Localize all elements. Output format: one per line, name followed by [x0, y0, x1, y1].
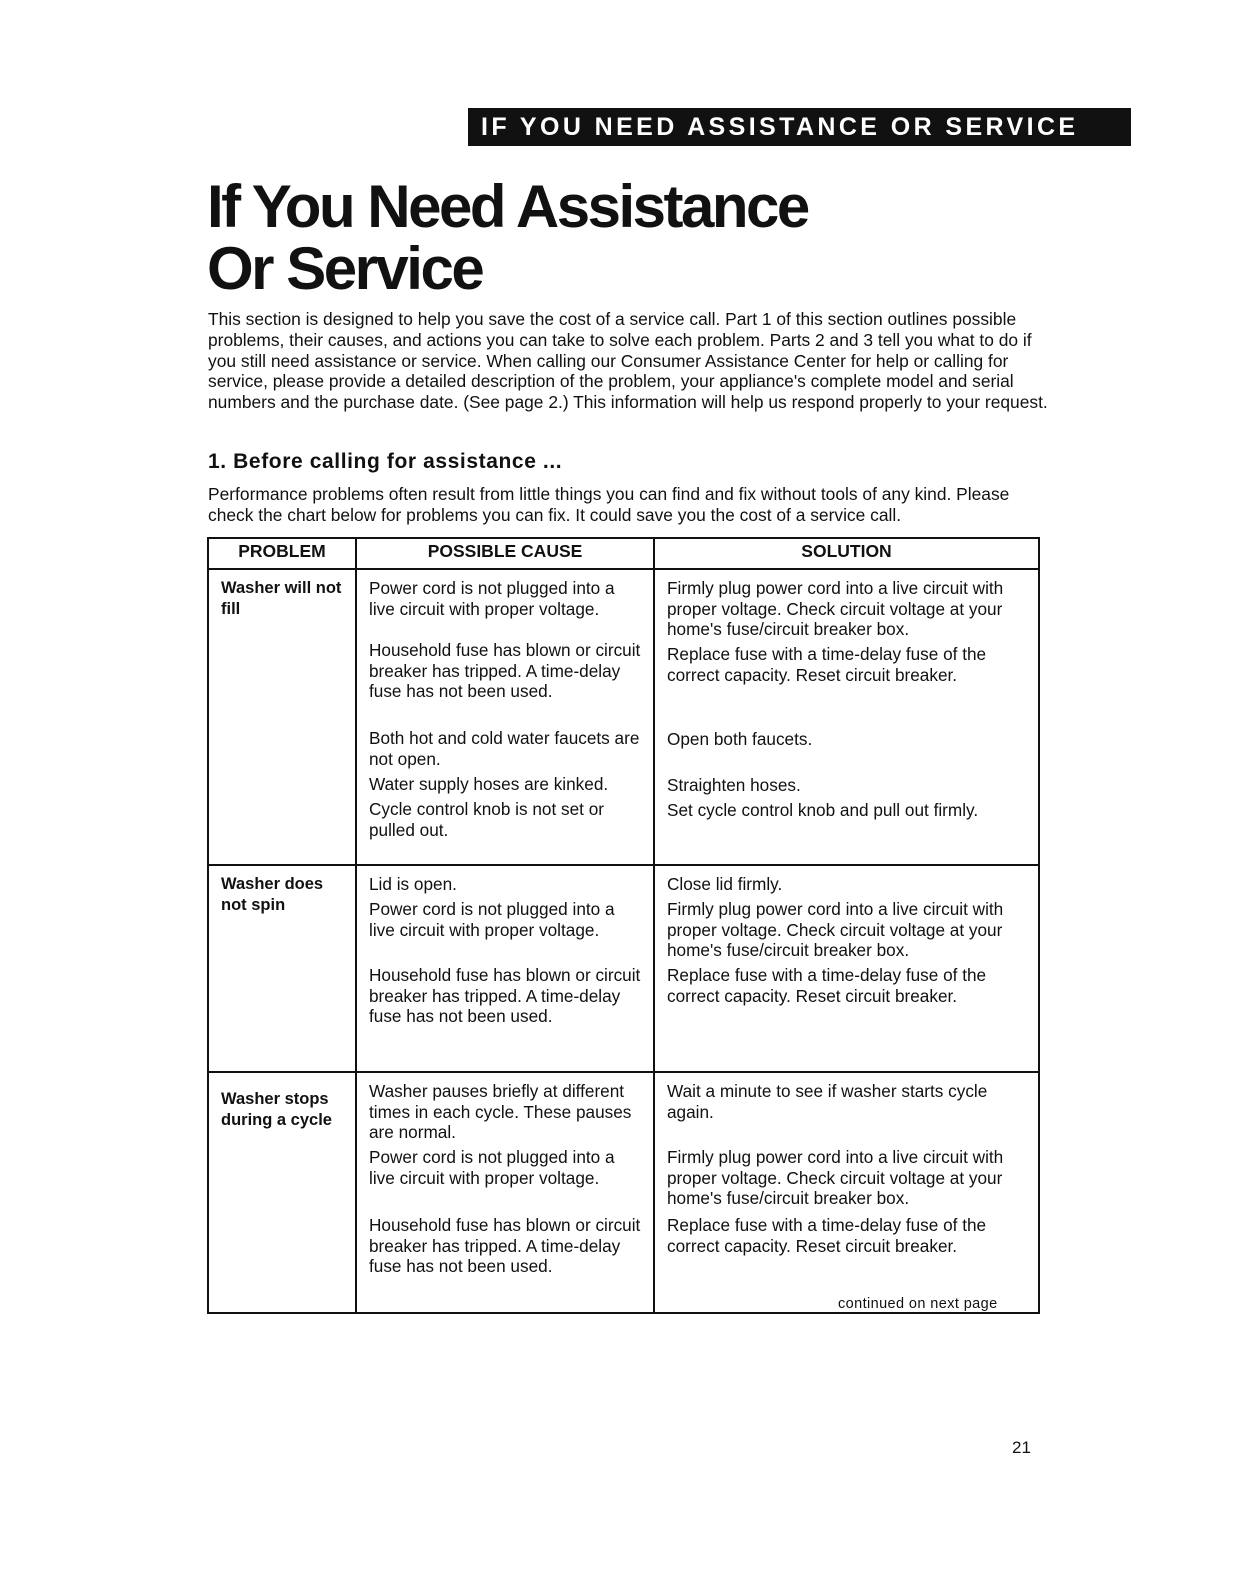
cause-cell	[356, 865, 654, 1072]
solution-cell	[654, 569, 1039, 865]
cause-cell	[356, 569, 654, 865]
section-heading: 1. Before calling for assistance ...	[208, 450, 563, 473]
page-title	[207, 173, 808, 302]
solution-cell	[654, 865, 1039, 1072]
problem-name: Washer stops during a cycle	[221, 1090, 332, 1129]
cause-item: Household fuse has blown or circuit breaker has tripped. A time-delay fuse has not been used.	[369, 640, 641, 702]
cause-item: Water supply hoses are kinked.	[369, 774, 609, 794]
section-intro-paragraph: Performance problems often result from little things you can find and fix without tools of any kind. Please check the chart below for problems you can fix. It could save you the cost of a service call.	[208, 484, 1010, 525]
cause-item: Power cord is not plugged into a live circuit with proper voltage.	[369, 578, 615, 619]
header-problem: PROBLEM	[208, 538, 356, 569]
cause-item: Power cord is not plugged into a live circuit with proper voltage.	[369, 1147, 615, 1188]
table-header-row	[208, 538, 1039, 569]
solution-item: Firmly plug power cord into a live circuit with proper voltage. Check circuit voltage at your home's fuse/circuit breaker box.	[667, 578, 1004, 640]
problem-cell	[208, 569, 356, 865]
troubleshooting-table	[207, 537, 1040, 1314]
problem-cell	[208, 865, 356, 1072]
solution-item: Firmly plug power cord into a live circuit with proper voltage. Check circuit voltage at your home's fuse/circuit breaker box.	[667, 1147, 1004, 1209]
cause-item: Cycle control knob is not set or pulled out.	[369, 799, 605, 840]
continued-note: continued on next page	[838, 1296, 998, 1312]
problem-name: Washer does not spin	[221, 875, 324, 914]
cause-item: Washer pauses briefly at different times in each cycle. These pauses are normal.	[369, 1081, 632, 1143]
solution-item: Straighten hoses.	[667, 775, 801, 795]
solution-item: Set cycle control knob and pull out firmly.	[667, 800, 979, 820]
table-row	[208, 569, 1039, 865]
problem-name: Washer will not fill	[221, 579, 342, 618]
solution-item: Open both faucets.	[667, 729, 813, 749]
header-possible-cause: POSSIBLE CAUSE	[356, 538, 654, 569]
solution-cell	[654, 1072, 1039, 1313]
solution-item: Firmly plug power cord into a live circuit with proper voltage. Check circuit voltage at your home's fuse/circuit breaker box.	[667, 899, 1004, 961]
cause-item: Household fuse has blown or circuit breaker has tripped. A time-delay fuse has not been used.	[369, 1215, 641, 1277]
page-number: 21	[1012, 1438, 1031, 1457]
solution-item: Close lid firmly.	[667, 874, 783, 894]
header-solution: SOLUTION	[654, 538, 1039, 569]
cause-cell	[356, 1072, 654, 1313]
solution-item: Replace fuse with a time-delay fuse of the correct capacity. Reset circuit breaker.	[667, 644, 987, 685]
solution-item: Replace fuse with a time-delay fuse of the correct capacity. Reset circuit breaker.	[667, 965, 987, 1006]
table-row	[208, 1072, 1039, 1313]
table-row	[208, 865, 1039, 1072]
section-banner: IF YOU NEED ASSISTANCE OR SERVICE	[468, 108, 1131, 146]
cause-item: Household fuse has blown or circuit breaker has tripped. A time-delay fuse has not been used.	[369, 965, 641, 1027]
cause-item: Both hot and cold water faucets are not open.	[369, 728, 640, 769]
cause-item: Power cord is not plugged into a live circuit with proper voltage.	[369, 899, 615, 940]
cause-item: Lid is open.	[369, 874, 457, 894]
solution-item: Wait a minute to see if washer starts cycle again.	[667, 1081, 988, 1122]
solution-item: Replace fuse with a time-delay fuse of the correct capacity. Reset circuit breaker.	[667, 1215, 987, 1256]
problem-cell	[208, 1072, 356, 1313]
intro-paragraph: This section is designed to help you save the cost of a service call. Part 1 of this section outlines possible problems, their causes, and actions you can take to solve each problem. Parts 2 and 3 tell you what to do if you still need assistance or service. When calling our Consumer Assistance Center for help or calling for service, please provide a detailed description of the problem, your appliance's complete model and serial numbers and the purchase date. (See page 2.) This information will help us respond properly to your request.	[208, 309, 1048, 413]
page-title-line-1: If You Need Assistance	[207, 173, 808, 240]
page-title-line-2: Or Service	[207, 235, 483, 302]
